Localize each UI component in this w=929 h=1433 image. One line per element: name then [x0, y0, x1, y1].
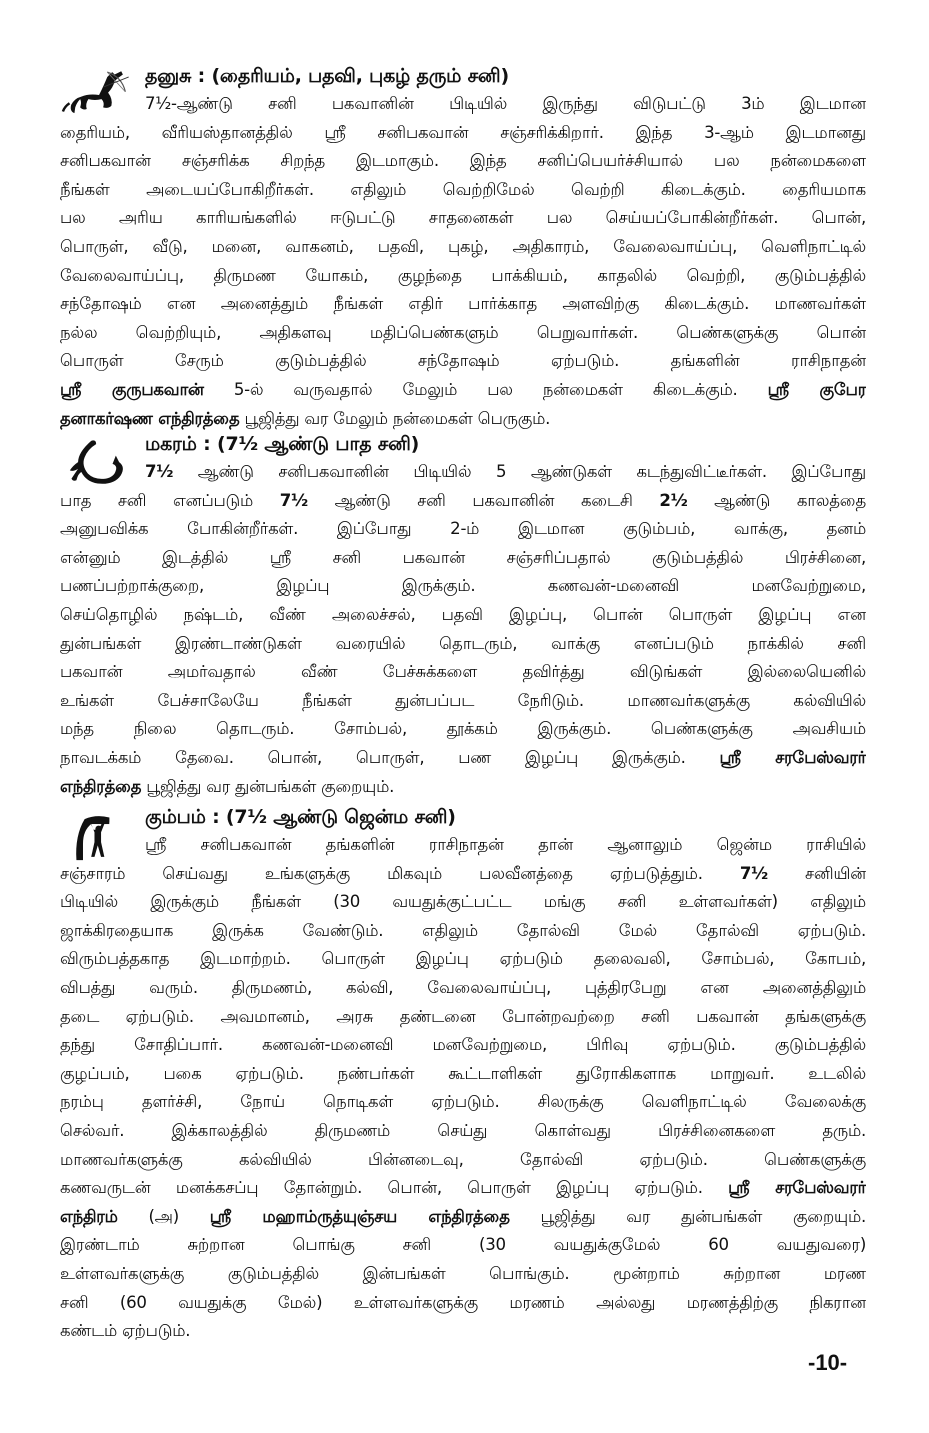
body-text: சஞ்சாரம் செய்வது உங்களுக்கு மிகவும் பலவீனத்தை ஏற்படுத்தும். [60, 863, 740, 883]
text-line [60, 888, 866, 917]
body-text: நரம்பு தளர்ச்சி, நோய் நொடிகள் ஏற்படும். சிலருக்கு வெளிநாட்டில் வேலைக்கு [60, 1092, 866, 1112]
text-line [60, 90, 866, 119]
body-text: மந்த நிலை தொடரும். சோம்பல், தூக்கம் இருக்கும். பெண்களுக்கு அவசியம் [60, 719, 866, 739]
bold-text: ஸ்ரீ சரபேஸ்வரர் [719, 747, 866, 767]
body-text: பூஜித்து வர துன்பங்கள் குறையும். [141, 776, 395, 796]
body-text: கண்டம் ஏற்படும். [60, 1321, 191, 1341]
body-text: வேலைவாய்ப்பு, திருமண யோகம், குழந்தை பாக்கியம், காதலில் வெற்றி, குடும்பத்தில் [60, 265, 866, 285]
bold-text: ஸ்ரீ குருபகவான் [60, 379, 204, 399]
text-line [60, 1088, 866, 1117]
section-heading: மகரம் : (7½ ஆண்டு பாத சனி) [145, 433, 420, 455]
body-text: குழப்பம், பகை ஏற்படும். நண்பர்கள் கூட்டாளிகள் துரோகிகளாக மாறுவர். உடலில் [60, 1063, 866, 1083]
body-text: பிடியில் இருக்கும் நீங்கள் (30 வயதுக்குட்பட்ட மங்கு சனி உள்ளவர்கள்) எதிலும் [60, 892, 866, 912]
body-text: சனிபகவான் சஞ்சரிக்க சிறந்த இடமாகும். இந்த சனிப்பெயர்ச்சியால் பல நன்மைகளை [60, 151, 866, 171]
body-text: உங்கள் பேச்சாலேயே நீங்கள் துன்பப்பட நேரிடும். மாணவர்களுக்கு கல்வியில் [60, 690, 866, 710]
body-text: தடை ஏற்படும். அவமானம், அரசு தண்டனை போன்றவற்றை சனி பகவான் தங்களுக்கு [60, 1006, 866, 1026]
text-line [60, 1231, 866, 1260]
text-line [60, 917, 866, 946]
text-line [60, 687, 866, 716]
text-line [60, 1117, 866, 1146]
text-line [60, 744, 866, 773]
text-line [60, 458, 866, 487]
body-text: ஆண்டு காலத்தை [687, 490, 866, 510]
body-text: செல்வர். இக்காலத்தில் திருமணம் செய்து கொள்வது பிரச்சினைகளை தரும். [60, 1120, 866, 1140]
text-line [60, 831, 866, 860]
text-line [60, 1289, 866, 1318]
text-line [60, 1146, 866, 1175]
body-text: இரண்டாம் சுற்றான பொங்கு சனி (30 வயதுக்குமேல் 60 வயதுவரை) [60, 1235, 866, 1255]
section-kumbam [60, 803, 866, 1346]
body-text: தைரியம், வீரியஸ்தானத்தில் ஸ்ரீ சனிபகவான் சஞ்சரிக்கிறார். இந்த 3-ஆம் இடமானது [60, 122, 866, 142]
body-text: பணப்பற்றாக்குறை, இழப்பு இருக்கும். கணவன்-மனைவி மனவேற்றுமை, [60, 576, 866, 596]
body-text: பூஜித்து வர மேலும் நன்மைகள் பெருகும். [239, 408, 551, 428]
body-text: பாத சனி எனப்படும் [60, 490, 280, 510]
text-line [60, 119, 866, 148]
bold-text: தனாகர்ஷண எந்திரத்தை [60, 408, 240, 428]
text-line [60, 860, 866, 889]
body-text: கணவருடன் மனக்கசப்பு தோன்றும். பொன், பொருள் இழப்பு ஏற்படும். [60, 1178, 729, 1198]
text-line [60, 176, 866, 205]
text-line [60, 1317, 866, 1346]
section-body [60, 90, 866, 433]
text-line [60, 233, 866, 262]
bold-text: எந்திரம் [60, 1206, 118, 1226]
text-line [60, 1203, 866, 1232]
section-heading: தனுசு : (தைரியம், பதவி, புகழ் தரும் சனி) [145, 65, 509, 87]
bold-text: 7½ [145, 462, 174, 481]
text-line [60, 1060, 866, 1089]
text-line [60, 601, 866, 630]
bold-text: ஸ்ரீ மஹாம்ருத்யுஞ்சய எந்திரத்தை [209, 1206, 510, 1226]
section-makaram [60, 430, 866, 801]
body-text: பூஜித்து வர துன்பங்கள் குறையும். [509, 1206, 866, 1226]
body-text: பகவான் அமர்வதால் வீண் பேச்சுக்களை தவிர்த்து விடுங்கள் இல்லையெனில் [60, 662, 866, 682]
body-text: ஆண்டு சனி பகவானின் கடைசி [307, 490, 660, 510]
body-text: உள்ளவர்களுக்கு குடும்பத்தில் இன்பங்கள் பொங்கும். மூன்றாம் சுற்றான மரண [60, 1263, 866, 1283]
text-line [60, 487, 866, 516]
body-text: சனி (60 வயதுக்கு மேல்) உள்ளவர்களுக்கு மரணம் அல்லது மரணத்திற்கு நிகரான [60, 1292, 866, 1312]
body-text: ஸ்ரீ சனிபகவான் தங்களின் ராசிநாதன் தான் ஆனாலும் ஜென்ம ராசியில் [145, 835, 866, 854]
text-line [60, 715, 866, 744]
body-text: துன்பங்கள் இரண்டாண்டுகள் வரையில் தொடரும், வாக்கு எனப்படும் நாக்கில் சனி [60, 633, 866, 653]
bold-text: ஸ்ரீ குபேர [767, 379, 866, 399]
text-line [60, 1003, 866, 1032]
section-body [60, 458, 866, 801]
body-text: நாவடக்கம் தேவை. பொன், பொருள், பண இழப்பு இருக்கும். [60, 747, 720, 767]
aquarius-icon [60, 805, 138, 871]
body-text: ஆண்டு சனிபகவானின் பிடியில் 5 ஆண்டுகள் கடந்துவிட்டீர்கள். இப்போது [173, 462, 866, 481]
bold-text: ஸ்ரீ சரபேஸ்வரர் [728, 1178, 866, 1198]
body-text: நீங்கள் அடையப்போகிறீர்கள். எதிலும் வெற்றிமேல் வெற்றி கிடைக்கும். தைரியமாக [60, 179, 866, 199]
body-text: பொருள், வீடு, மனை, வாகனம், பதவி, புகழ், அதிகாரம், வேலைவாய்ப்பு, வெளிநாட்டில் [60, 236, 866, 256]
text-line [60, 204, 866, 233]
text-line [60, 290, 866, 319]
section-heading: கும்பம் : (7½ ஆண்டு ஜென்ம சனி) [145, 806, 456, 828]
section-body [60, 831, 866, 1346]
body-text: அனுபவிக்க போகின்றீர்கள். இப்போது 2-ம் இடமான குடும்பம், வாக்கு, தனம் [60, 519, 866, 539]
capricorn-icon [60, 430, 138, 496]
body-text: விபத்து வரும். திருமணம், கல்வி, வேலைவாய்ப்பு, புத்திரபேறு என அனைத்திலும் [60, 977, 866, 997]
bold-text: 7½ [739, 863, 768, 883]
text-line [60, 1260, 866, 1289]
body-text: சந்தோஷம் என அனைத்தும் நீங்கள் எதிர் பார்க்காத அளவிற்கு கிடைக்கும். மாணவர்கள் [60, 294, 866, 314]
text-line [60, 1031, 866, 1060]
body-text: நல்ல வெற்றியும், அதிகளவு மதிப்பெண்களும் பெறுவார்கள். பெண்களுக்கு பொன் [60, 322, 866, 342]
text-line [60, 773, 866, 802]
text-line [60, 347, 866, 376]
bold-text: 7½ [279, 490, 308, 510]
body-text: என்னும் இடத்தில் ஸ்ரீ சனி பகவான் சஞ்சரிப்பதால் குடும்பத்தில் பிரச்சினை, [60, 547, 866, 567]
body-text: பொருள் சேரும் குடும்பத்தில் சந்தோஷம் ஏற்படும். தங்களின் ராசிநாதன் [60, 351, 866, 371]
text-line [60, 319, 866, 348]
body-text: சனியின் [767, 863, 866, 883]
body-text: 7½-ஆண்டு சனி பகவானின் பிடியில் இருந்து விடுபட்டு 3ம் இடமான [145, 94, 866, 113]
text-line [60, 945, 866, 974]
text-line [60, 544, 866, 573]
text-line [60, 572, 866, 601]
body-text: (அ) [117, 1206, 210, 1226]
text-line [60, 147, 866, 176]
body-text: 5-ல் வருவதால் மேலும் பல நன்மைகள் கிடைக்கும். [203, 379, 768, 399]
section-dhanusu [60, 62, 866, 433]
sagittarius-icon [58, 60, 136, 126]
text-line [60, 630, 866, 659]
text-line [60, 405, 866, 434]
bold-text: 2½ [659, 490, 688, 510]
body-text: ஜாக்கிரதையாக இருக்க வேண்டும். எதிலும் தோல்வி மேல் தோல்வி ஏற்படும். [60, 920, 866, 940]
body-text: செய்தொழில் நஷ்டம், வீண் அலைச்சல், பதவி இழப்பு, பொன் பொருள் இழப்பு என [60, 604, 866, 624]
body-text: பல அரிய காரியங்களில் ஈடுபட்டு சாதனைகள் பல செய்யப்போகின்றீர்கள். பொன், [60, 208, 866, 228]
body-text: மாணவர்களுக்கு கல்வியில் பின்னடைவு, தோல்வி ஏற்படும். பெண்களுக்கு [60, 1149, 866, 1169]
text-line [60, 974, 866, 1003]
text-line [60, 1174, 866, 1203]
body-text: தந்து சோதிப்பார். கணவன்-மனைவி மனவேற்றுமை, பிரிவு ஏற்படும். குடும்பத்தில் [60, 1035, 866, 1055]
body-text: விரும்பத்தகாத இடமாற்றம். பொருள் இழப்பு ஏற்படும் தலைவலி, சோம்பல், கோபம், [60, 949, 866, 969]
text-line [60, 658, 866, 687]
page-number: -10- [808, 1350, 848, 1375]
text-line [60, 376, 866, 405]
text-line [60, 262, 866, 291]
bold-text: எந்திரத்தை [60, 776, 142, 796]
text-line [60, 515, 866, 544]
